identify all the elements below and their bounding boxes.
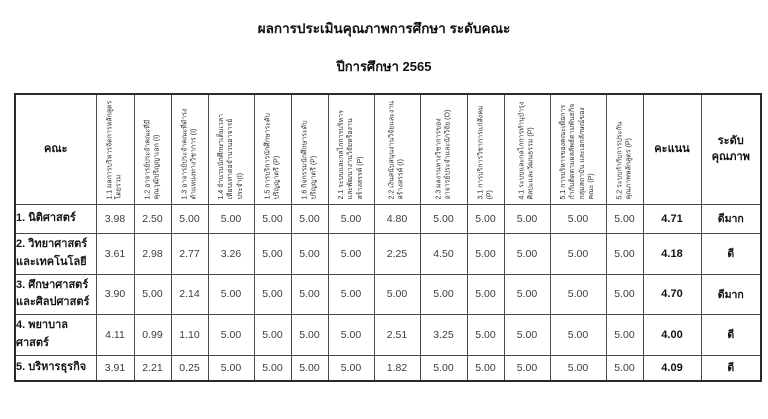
value-cell: 5.00 [254, 204, 291, 233]
level-cell: ดีมาก [701, 274, 761, 314]
value-cell: 4.11 [96, 314, 134, 355]
faculty-cell [15, 233, 96, 274]
page-title: ผลการประเมินคุณภาพการศึกษา ระดับคณะ [257, 21, 511, 36]
faculty-cell [15, 274, 96, 314]
value-cell: 5.00 [134, 274, 171, 314]
value-cell: 5.00 [374, 274, 420, 314]
level-cell: ดี [701, 233, 761, 274]
faculty-cell [15, 314, 96, 355]
text-line: 2.3 ผลงานทางวิชาการของ [435, 118, 443, 200]
value-cell: 5.00 [328, 355, 374, 381]
text-line: 1.6 กิจกรรมนักศึกษาระดับ [301, 120, 309, 200]
value-cell: 5.00 [467, 314, 504, 355]
value-cell: 5.00 [420, 355, 467, 381]
value-cell: 5.00 [606, 274, 643, 314]
text-line: 1.3 อาจารย์ประจำคณะที่ดำรง [181, 108, 189, 200]
score-cell: 4.71 [643, 204, 701, 233]
indicator-label [559, 99, 597, 200]
text-line: ประจำ(I) [236, 173, 244, 200]
text-line: 5. บริหารธุรกิจ [16, 361, 87, 374]
header-cell-indicator [328, 94, 374, 204]
header-cell-indicator [504, 94, 550, 204]
value-cell: 5.00 [467, 204, 504, 233]
value-cell: 1.10 [171, 314, 208, 355]
text-line: 1.5 การบริการนักศึกษาระดับ [264, 113, 272, 200]
table-row [15, 204, 761, 233]
indicator-label [143, 99, 162, 200]
value-cell: 5.00 [254, 233, 291, 274]
value-cell: 5.00 [328, 274, 374, 314]
text-line: 5.2 ระบบกำกับการประกัน [616, 121, 624, 200]
value-cell: 2.21 [134, 355, 171, 381]
text-line: อาจารย์ประจำและนักวิจัย (O) [444, 109, 452, 200]
value-cell: 5.00 [254, 355, 291, 381]
table-row [15, 274, 761, 314]
value-cell: 5.00 [606, 314, 643, 355]
value-cell: 2.51 [374, 314, 420, 355]
value-cell: 5.00 [504, 355, 550, 381]
score-cell: 4.18 [643, 233, 701, 274]
table-row [15, 233, 761, 274]
text-line: ปริญญาตรี (P) [273, 156, 281, 200]
value-cell: 3.61 [96, 233, 134, 274]
indicator-label [518, 99, 537, 200]
results-table [14, 93, 762, 382]
text-line: สร้างสรรค์ (P) [356, 156, 364, 200]
text-line: 5.1 การบริหารของคณะเพื่อการ [560, 105, 568, 200]
header-cell-indicator [374, 94, 420, 204]
value-cell: 5.00 [606, 233, 643, 274]
header-cell-indicator [171, 94, 208, 204]
score-cell: 4.00 [643, 314, 701, 355]
value-cell: 5.00 [254, 274, 291, 314]
header-cell-faculty: คณะ [15, 94, 96, 204]
value-cell: 2.77 [171, 233, 208, 274]
text-line: 1. นิติศาสตร์ [16, 211, 76, 224]
value-cell: 0.25 [171, 355, 208, 381]
table-header-row [15, 94, 761, 204]
header-cell-indicator [134, 94, 171, 204]
value-cell: 5.00 [254, 314, 291, 355]
text-line: และเทคโนโลยี [16, 255, 87, 268]
value-cell: 5.00 [504, 204, 550, 233]
text-line: คุณภาพหลักสูตร (P) [625, 138, 633, 200]
indicator-label [300, 99, 319, 200]
value-cell: 5.00 [550, 355, 606, 381]
indicator-label [388, 99, 407, 200]
indicator-label [180, 99, 199, 200]
value-cell: 2.14 [171, 274, 208, 314]
value-cell: 5.00 [467, 233, 504, 274]
value-cell: 5.00 [328, 314, 374, 355]
value-cell: 1.82 [374, 355, 420, 381]
text-line: ศิลปะและวัฒนธรรม (P) [528, 127, 535, 200]
value-cell: 5.00 [550, 274, 606, 314]
faculty-cell [15, 204, 96, 233]
value-cell: 3.90 [96, 274, 134, 314]
value-cell: 5.00 [291, 233, 328, 274]
value-cell: 5.00 [550, 314, 606, 355]
text-line: และพัฒนางานวิจัยหรืองาน [347, 118, 355, 200]
value-cell: 5.00 [606, 204, 643, 233]
text-line: คณะ (P) [588, 173, 596, 200]
value-cell: 3.26 [208, 233, 254, 274]
text-line: คุณภาพ [711, 151, 750, 164]
table-row [15, 355, 761, 381]
text-line: 3.1 การบริการวิชาการแก่สังคม [477, 105, 485, 200]
level-cell: ดีมาก [701, 204, 761, 233]
table-row [15, 314, 761, 355]
text-line: ตำแหน่งทางวิชาการ (I) [190, 128, 198, 200]
text-line: สร้างสรรค์ (I) [398, 159, 405, 200]
header-cell-indicator [606, 94, 643, 204]
value-cell: 4.80 [374, 204, 420, 233]
value-cell: 5.00 [606, 355, 643, 381]
text-line: กำกับติดตามผลลัพธ์ตามพันธกิจ [569, 104, 577, 200]
text-line: 1.4 จำนวนนักศึกษาเต็มเวลา [217, 114, 225, 200]
value-cell: 5.00 [420, 204, 467, 233]
header-cell-indicator [208, 94, 254, 204]
value-cell: 5.00 [420, 274, 467, 314]
value-cell: 4.50 [420, 233, 467, 274]
value-cell: 5.00 [171, 204, 208, 233]
text-line: ปริญญาตรี (P) [310, 156, 318, 200]
indicator-label [337, 99, 365, 200]
value-cell: 3.91 [96, 355, 134, 381]
text-line: 3. ศึกษาศาสตร์ [16, 278, 89, 291]
text-line: 4.1 ระบบและกลไกการทำนุบำรุง [518, 102, 526, 200]
text-line: เทียบเท่าต่อจำนวนอาจารย์ [227, 118, 235, 200]
value-cell: 5.00 [467, 355, 504, 381]
value-cell: 5.00 [550, 233, 606, 274]
header-cell-indicator [420, 94, 467, 204]
level-cell: ดี [701, 355, 761, 381]
value-cell: 5.00 [328, 204, 374, 233]
value-cell: 5.00 [208, 274, 254, 314]
value-cell: 0.99 [134, 314, 171, 355]
header-cell-indicator [467, 94, 504, 204]
faculty-cell [15, 355, 96, 381]
text-line: 2.1 ระบบและกลไกการบริหาร [337, 110, 345, 200]
header-cell-level [701, 94, 761, 204]
text-line: โดยรวม [116, 175, 123, 200]
score-cell: 4.70 [643, 274, 701, 314]
value-cell: 5.00 [504, 233, 550, 274]
value-cell: 5.00 [291, 355, 328, 381]
value-cell: 3.98 [96, 204, 134, 233]
indicator-label [106, 99, 125, 200]
text-line: ศาสตร์ [16, 336, 49, 349]
level-cell: ดี [701, 314, 761, 355]
indicator-label [434, 99, 453, 200]
text-line: (P) [486, 190, 494, 200]
value-cell: 5.00 [291, 274, 328, 314]
value-cell: 2.25 [374, 233, 420, 274]
value-cell: 5.00 [208, 204, 254, 233]
header-cell-indicator [550, 94, 606, 204]
value-cell: 5.00 [504, 314, 550, 355]
text-line: และศิลปศาสตร์ [16, 296, 90, 308]
score-cell: 4.09 [643, 355, 701, 381]
text-line: 4. พยาบาล [16, 319, 69, 332]
value-cell: 5.00 [550, 204, 606, 233]
page-subtitle: ปีการศึกษา 2565 [336, 59, 432, 74]
text-line: คุณวุฒิปริญญาเอก (I) [153, 134, 161, 200]
text-line: กลุ่มสถาบัน และเอกลักษณ์ของ [579, 107, 586, 200]
text-line: 2.2 เงินสนับสนุนงานวิจัยและงาน [388, 101, 396, 200]
value-cell: 3.25 [420, 314, 467, 355]
indicator-label [615, 99, 634, 200]
text-line: 1.2 อาจารย์ประจำคณะที่มี [144, 119, 152, 200]
header-cell-indicator [254, 94, 291, 204]
header-cell-indicator [291, 94, 328, 204]
value-cell: 5.00 [504, 274, 550, 314]
indicator-label [476, 99, 495, 200]
value-cell: 5.00 [328, 233, 374, 274]
value-cell: 5.00 [291, 204, 328, 233]
text-line: ระดับ [717, 134, 744, 147]
text-line: 1.1 ผลการบริหารจัดการหลักสูตร [106, 100, 114, 200]
header-cell-indicator [96, 94, 134, 204]
value-cell: 2.98 [134, 233, 171, 274]
value-cell: 5.00 [291, 314, 328, 355]
indicator-label [263, 99, 282, 200]
value-cell: 5.00 [208, 314, 254, 355]
text-line: 2. วิทยาศาสตร์ [16, 238, 88, 251]
header-cell-score: คะแนน [643, 94, 701, 204]
indicator-label [217, 99, 245, 200]
value-cell: 2.50 [134, 204, 171, 233]
value-cell: 5.00 [208, 355, 254, 381]
value-cell: 5.00 [467, 274, 504, 314]
